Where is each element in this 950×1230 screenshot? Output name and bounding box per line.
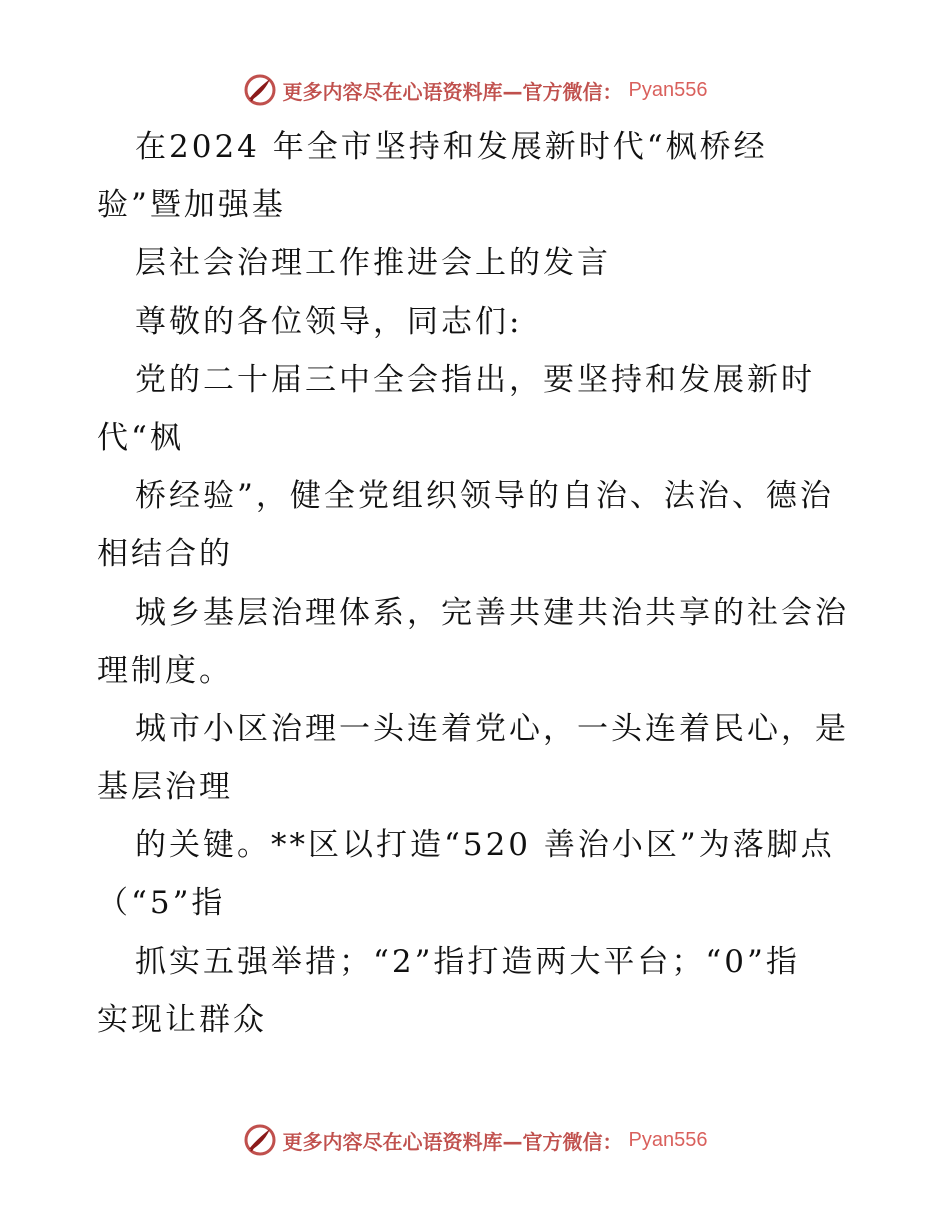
body-line-10: 理制度。 [97,652,233,689]
body-line-7: 桥经验”，健全党组织领导的自治、法治、德治 [135,478,834,515]
body-line-4: 尊敬的各位领导，同志们: [135,303,523,340]
body-line-2: 验”暨加强基 [97,187,286,224]
body-line-1: 在2024 年全市坚持和发展新时代“枫桥经 [135,129,768,165]
quill-pen-logo-icon [243,1123,277,1157]
body-line-6: 代“枫 [97,419,184,456]
quill-pen-logo-icon [243,73,277,107]
body-line-5: 党的二十届三中全会指出，要坚持和发展新时 [135,361,815,398]
page-footer [0,1120,950,1160]
body-line-15: 抓实五强举措；“2”指打造两大平台；“0”指 [135,943,800,980]
document-body [97,118,857,1049]
body-line-12: 基层治理 [97,769,233,806]
body-line-8: 相结合的 [97,536,233,573]
body-line-13: 的关键。**区以打造“520 善治小区”为落脚点 [135,827,835,864]
header-banner-wechat-id: Pyan556 [628,78,708,101]
body-line-16: 实现让群众 [97,1001,267,1038]
footer-banner-wechat-id: Pyan556 [628,1128,708,1151]
body-line-11: 城市小区治理一头连着党心，一头连着民心，是 [135,710,849,747]
body-line-9: 城乡基层治理体系，完善共建共治共享的社会治 [135,594,849,631]
header-banner-text: 更多内容尽在心语资料库—官方微信： [282,79,623,104]
footer-banner-text: 更多内容尽在心语资料库—官方微信： [282,1129,623,1154]
body-line-3: 层社会治理工作推进会上的发言 [135,245,611,282]
body-line-14: （“5”指 [97,885,226,922]
page-header [0,70,950,110]
